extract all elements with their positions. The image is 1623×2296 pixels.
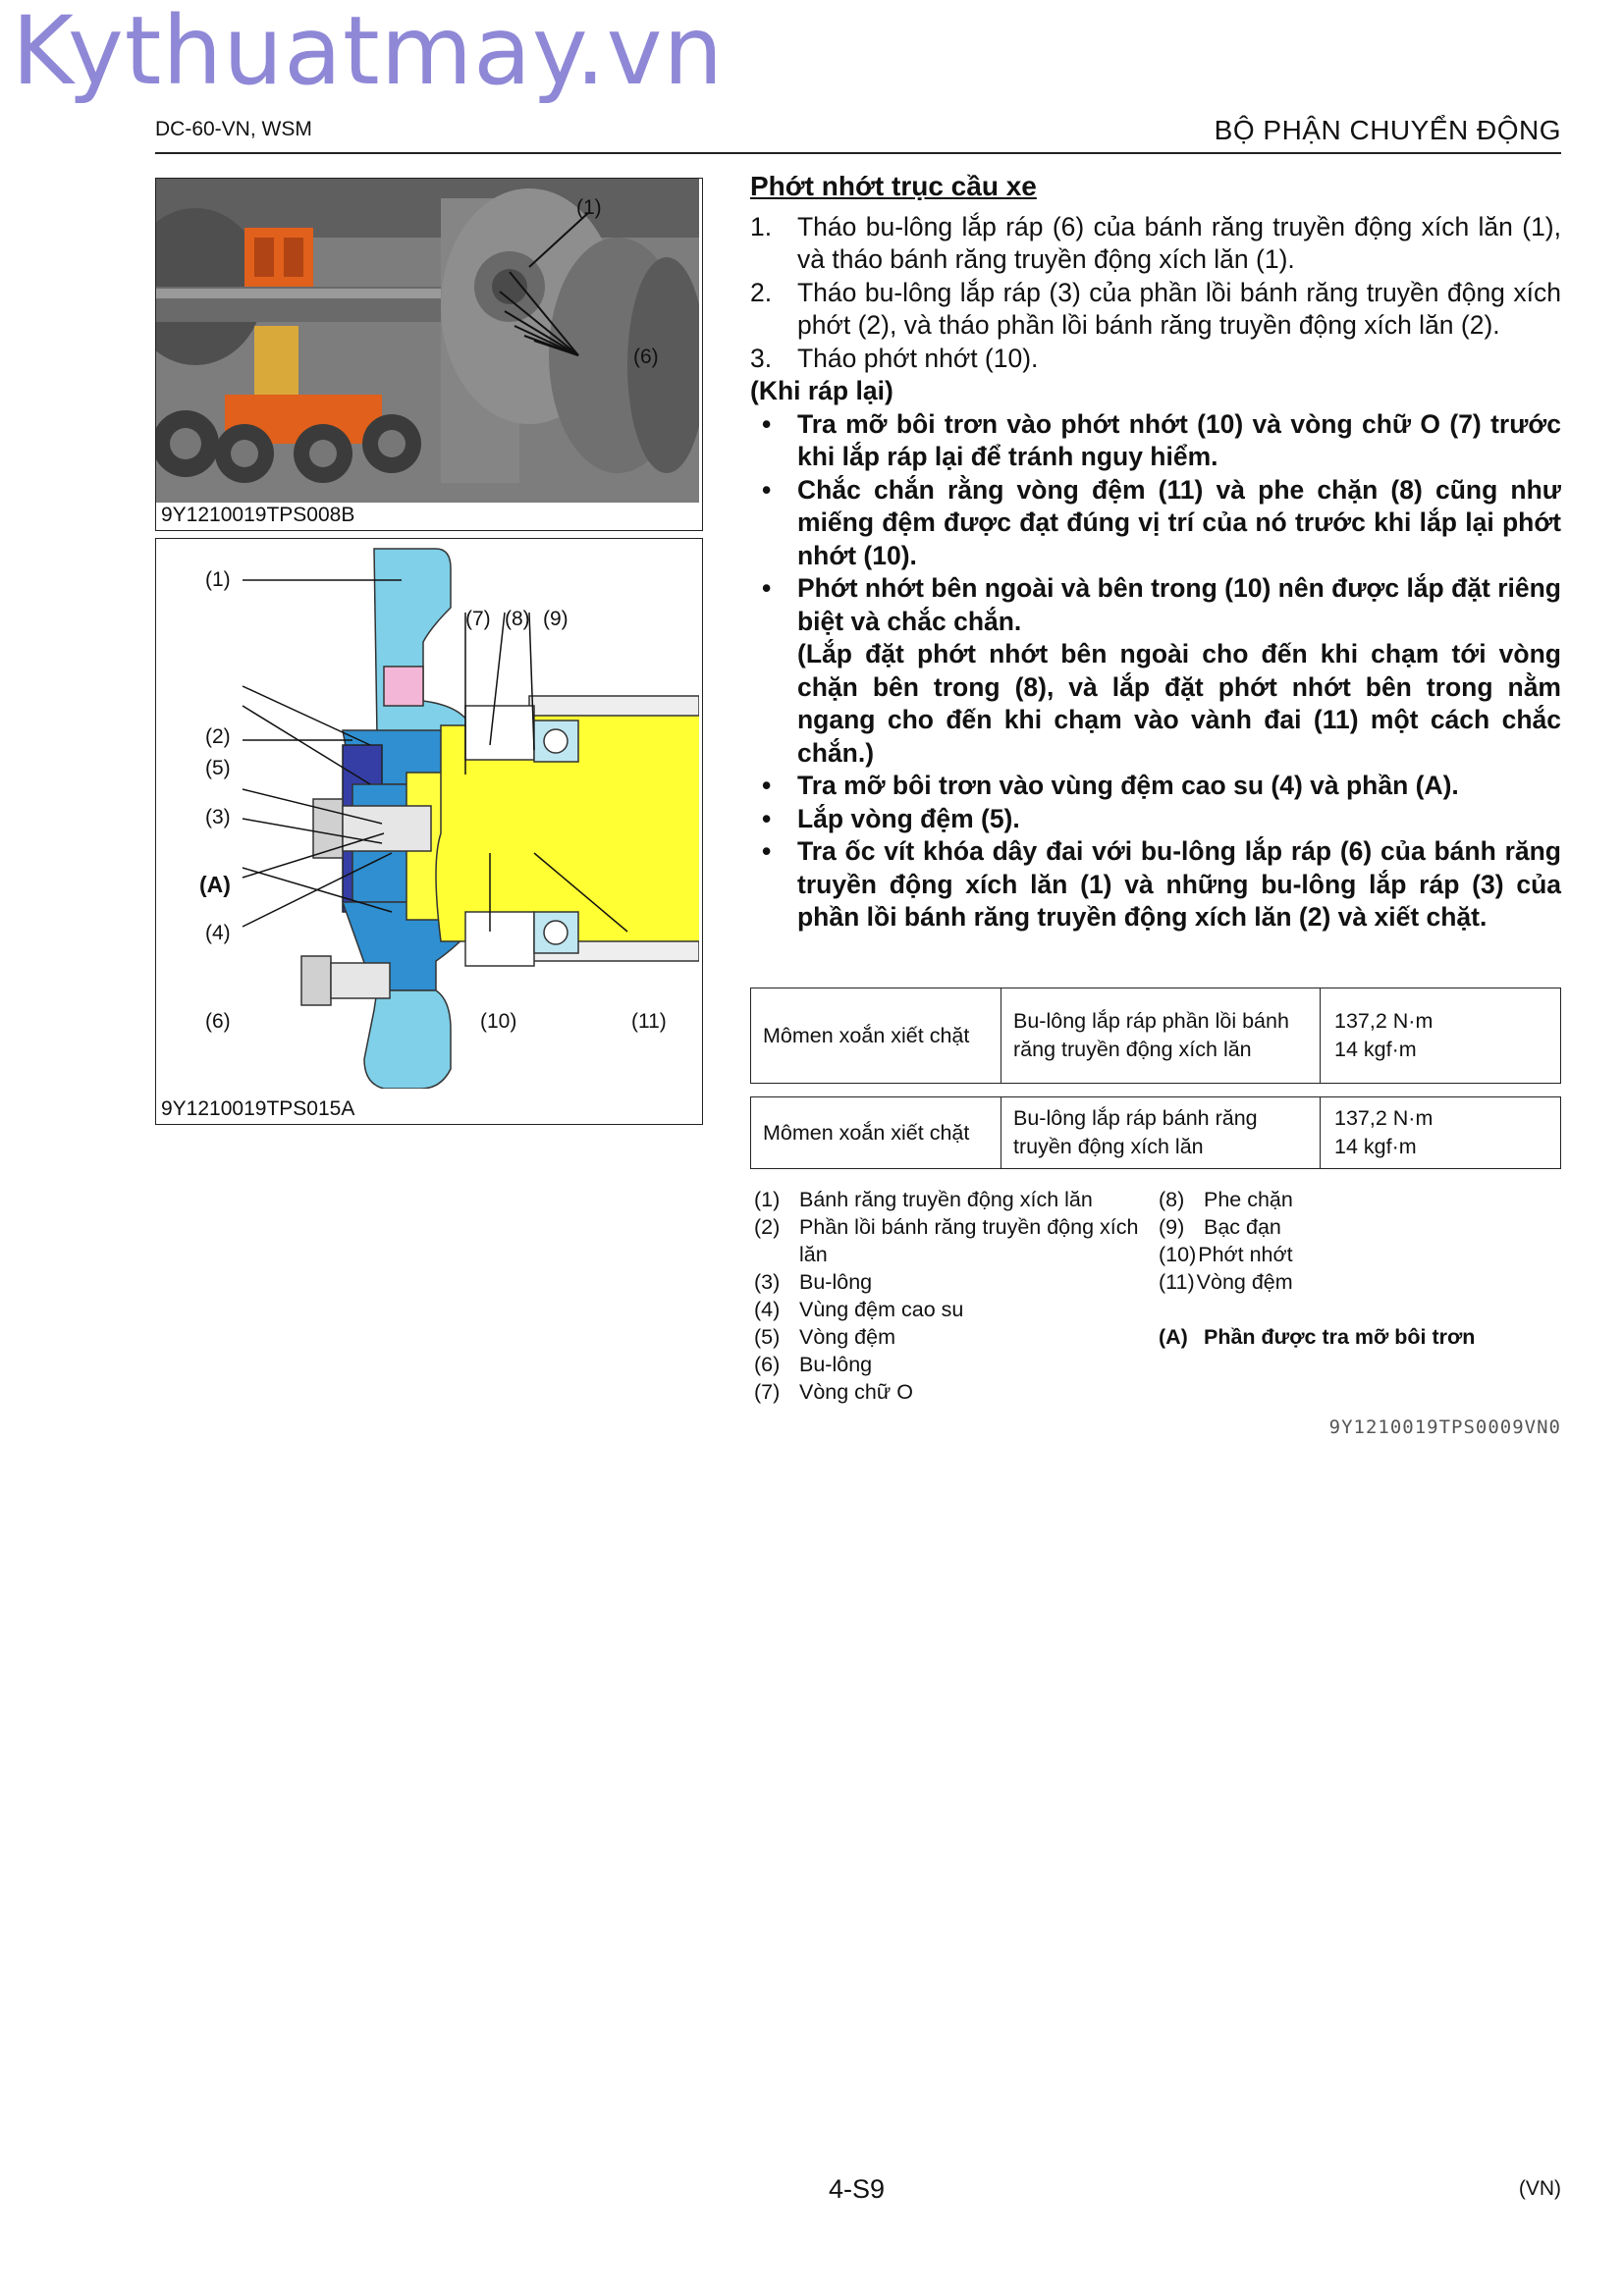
step-number: 3. [750,343,773,373]
bullet-group [797,572,1561,770]
axle-photo-illustration [156,179,699,503]
figure-cross-section [155,538,703,1125]
legend-item [1159,1186,1293,1213]
photo-label-6: (6) [633,346,659,368]
legend-text: Phần lồi bánh răng truyền động xích lăn [799,1215,1139,1266]
diagram-label-9: (9) [543,608,568,630]
page-number: 4-S9 [829,2174,886,2204]
diagram-label-10: (10) [480,1010,517,1033]
step-text: Tháo bu-lông lắp ráp (6) của bánh răng truyền động xích lăn (1), và tháo bánh răng truyền động xích lăn (1). [797,211,1561,274]
spec-label: Mômen xoắn xiết chặt [751,988,1001,1083]
spec-value-kgfm: 14 kgf·m [1334,1135,1417,1158]
spec-item: Bu-lông lắp ráp phần lồi bánh răng truyền động xích lăn [1001,988,1321,1083]
legend-item [754,1296,1147,1323]
bullet-dot-icon: • [762,836,772,866]
legend-item [1159,1213,1281,1241]
legend-number: (A) [1159,1325,1188,1349]
diagram-label-7: (7) [465,608,491,630]
legend-item [1159,1241,1293,1268]
legend-text: Phớt nhớt [1198,1243,1293,1266]
header-rule [155,152,1561,154]
legend-number: (11) [1159,1270,1195,1294]
figure-caption: 9Y1210019TPS015A [161,1097,355,1120]
bullet-text: Tra mỡ bôi trơn vào phớt nhớt (10) và vòng chữ O (7) trước khi lắp ráp lại để tránh nguy hiểm. [797,408,1561,471]
bullet-dot-icon: • [762,408,772,439]
legend-number: (9) [1159,1215,1185,1239]
document-code: DC-60-VN, WSM [155,118,312,140]
diagram-label-4: (4) [205,922,231,944]
legend-item [754,1323,1147,1351]
bullet-item [750,803,1561,836]
torque-spec-table [750,1096,1561,1169]
legend-number: (10) [1159,1243,1197,1266]
legend-item [754,1186,1147,1213]
legend-item [754,1268,1147,1296]
diagram-label-11: (11) [631,1010,667,1033]
bullet-item [750,770,1561,803]
bullet-item [750,572,1561,770]
diagram-label-2: (2) [205,725,231,748]
legend-number: (8) [1159,1188,1185,1211]
legend-item [754,1351,1147,1378]
figure-photo [155,178,703,531]
bullet-text: Tra mỡ bôi trơn vào vùng đệm cao su (4) và phần (A). [797,771,1459,800]
legend-number: (5) [754,1325,781,1349]
step-number: 1. [750,211,773,241]
step-text: Tháo bu-lông lắp ráp (3) của phần lồi bánh răng truyền động xích phớt (2), và tháo phần lồi bánh răng truyền động xích lăn (2). [797,277,1561,340]
spec-value-nm: 137,2 N·m [1334,1106,1434,1130]
bullet-dot-icon: • [762,573,772,603]
legend-text: Phần được tra mỡ bôi trơn [1204,1325,1476,1349]
spec-values [1321,1097,1560,1168]
legend-text: Vòng đệm [799,1325,896,1349]
figure-caption: 9Y1210019TPS008B [161,504,355,526]
bullet-note: (Lắp đặt phớt nhớt bên ngoài cho đến khi chạm tới vòng chặn bên trong (8), và lắp đặt phớt nhớt bên trong nằm ngang cho đến khi chạm vào vành đai (11) một cách chắc chắn.) [797,639,1561,768]
diagram-label-5: (5) [205,757,231,779]
photo-label-1: (1) [576,196,602,219]
diagram-label-1: (1) [205,568,231,591]
bullet-dot-icon: • [762,771,772,800]
legend-item [754,1213,1147,1268]
diagram-label-6: (6) [205,1010,231,1033]
bullet-text: Chắc chắn rằng vòng đệm (11) và phe chặn (8) cũng như miếng đệm được đạt đúng vị trí của nó trước khi lắp lại phớt nhớt (10). [797,474,1561,570]
diagram-label-a: (A) [199,872,231,897]
bullet-text: Lắp vòng đệm (5). [797,803,1020,833]
legend-text: Bánh răng truyền động xích lăn [799,1188,1093,1211]
spec-value-kgfm: 14 kgf·m [1334,1038,1417,1061]
step-text: Tháo phớt nhớt (10). [797,343,1039,373]
legend-item [1159,1268,1293,1296]
procedure-title: Phớt nhớt trục cầu xe [750,171,1037,201]
legend-number: (4) [754,1298,781,1321]
legend-text: Vùng đệm cao su [799,1298,964,1321]
bullet-item [750,835,1561,934]
language-tag: (VN) [1518,2177,1561,2200]
bullet-dot-icon: • [762,474,772,505]
spec-value-nm: 137,2 N·m [1334,1009,1434,1033]
reference-code: 9Y1210019TPS0009VN0 [1328,1416,1561,1438]
legend-number: (7) [754,1380,781,1404]
legend-item-a [1159,1323,1475,1351]
bullet-text: Phớt nhớt bên ngoài và bên trong (10) nên được lắp đặt riêng biệt và chắc chắn. [797,573,1561,636]
diagram-label-8: (8) [505,608,530,630]
diagram-label-3: (3) [205,806,231,828]
legend-item [754,1378,1147,1406]
legend-text: Vòng chữ O [799,1380,913,1404]
section-title: BỘ PHẬN CHUYỂN ĐỘNG [1214,115,1561,145]
bullet-text: Tra ốc vít khóa dây đai với bu-lông lắp ráp (6) của bánh răng truyền động xích lăn (1) và những bu-lông lắp ráp (3) của phần lồi bánh răng truyền động xích lăn (2) và xiết chặt. [797,836,1561,932]
step-item [750,211,1561,277]
legend-number: (2) [754,1215,781,1239]
bullet-dot-icon: • [762,803,772,833]
legend-text: Bu-lông [799,1270,873,1294]
cross-section-illustration [156,539,699,1089]
legend-text: Vòng đệm [1196,1270,1293,1294]
step-number: 2. [750,277,773,307]
bullet-item [750,474,1561,573]
legend-text: Bạc đạn [1204,1215,1281,1239]
step-item [750,277,1561,343]
spec-label: Mômen xoắn xiết chặt [751,1097,1001,1168]
procedure-text [750,170,1561,934]
bullet-item [750,408,1561,474]
spec-item: Bu-lông lắp ráp bánh răng truyền động xích lăn [1001,1097,1321,1168]
legend-number: (6) [754,1353,781,1376]
legend-text: Phe chặn [1204,1188,1293,1211]
legend-number: (3) [754,1270,781,1294]
legend-number: (1) [754,1188,781,1211]
torque-spec-table [750,988,1561,1084]
watermark: Kythuatmay.vn [12,0,725,106]
reassembly-heading: (Khi ráp lại) [750,376,893,405]
spec-values [1321,988,1560,1083]
step-item [750,343,1561,376]
legend-text: Bu-lông [799,1353,873,1376]
